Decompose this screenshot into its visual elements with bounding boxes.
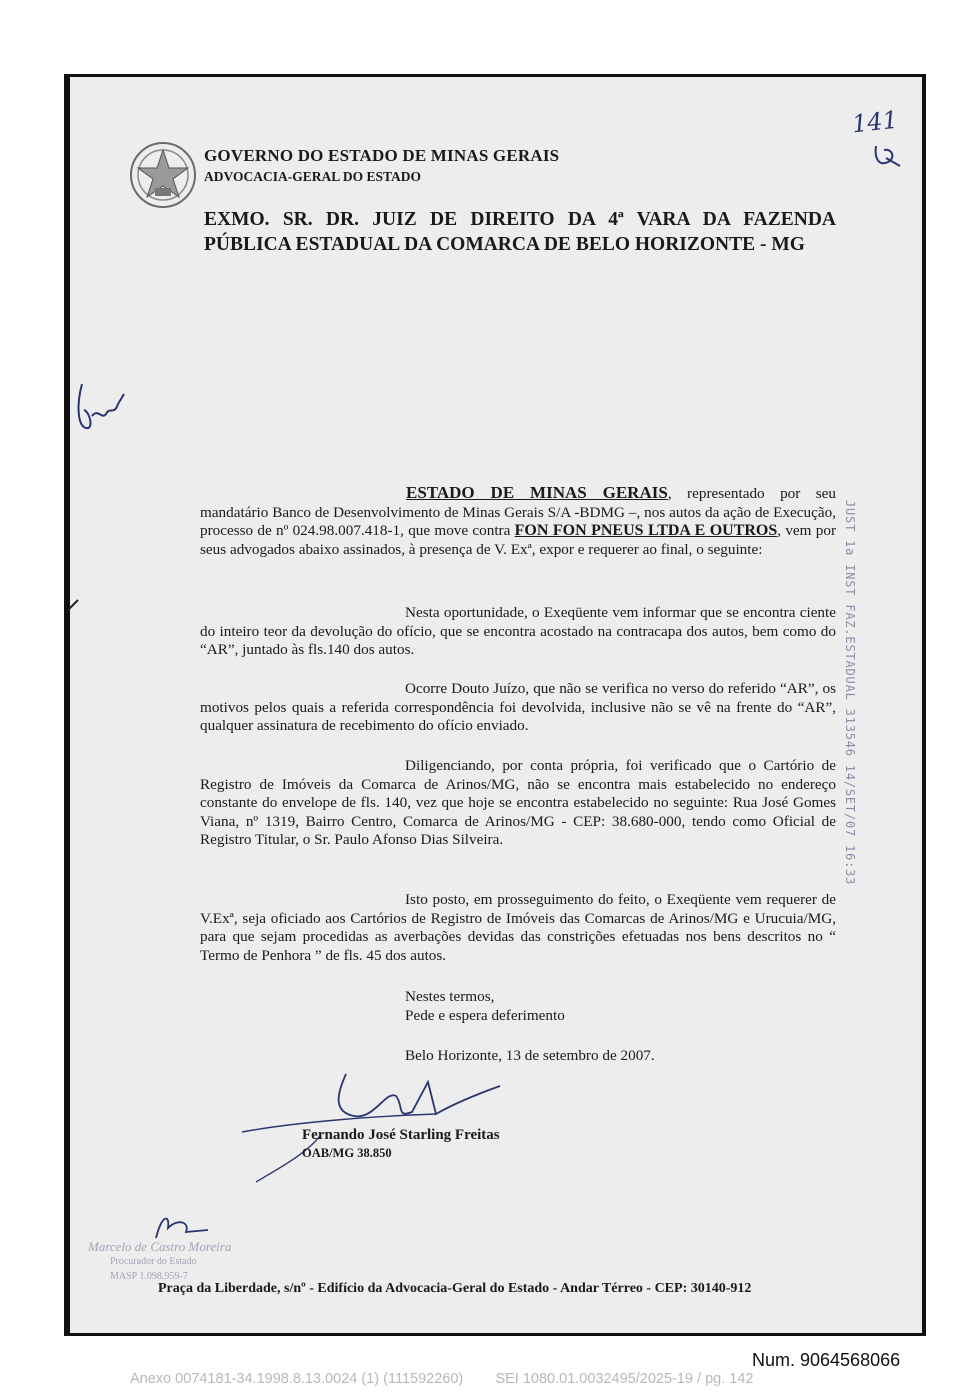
defendant-name: FON FON PNEUS LTDA E OUTROS <box>514 522 778 540</box>
addressee <box>204 207 836 257</box>
prosecutor-stamp <box>88 1239 231 1284</box>
government-name: GOVERNO DO ESTADO DE MINAS GERAIS <box>204 146 560 165</box>
intro-text-b: , vem por seus advogados abaixo assinados, à presença de V. Exª, expor e requerer ao final, o seguinte: <box>200 522 836 558</box>
addressee-line-2: PÚBLICA ESTADUAL DA COMARCA DE BELO HORIZONTE - MG <box>204 234 805 255</box>
signatory-name: Fernando José Starling Freitas <box>302 1127 500 1143</box>
paragraph-request: Isto posto, em prosseguimento do feito, o Exeqüente vem requerer de V.Exª, seja oficiado aos Cartórios de Registro de Imóveis das Comarcas de Arinos/MG e Urucuia/MG, para que sejam procedidas as averbações devidas das constrições efetuadas nos bens descritos no “ Termo de Penhora ” de fls. 45 dos autos. <box>200 891 836 964</box>
annex-reference: Anexo 0074181-34.1998.8.13.0024 (1) (111592260) SEI 1080.01.0032495/2025-19 / pg. 142 <box>130 1371 754 1387</box>
coat-of-arms-icon <box>128 140 198 210</box>
prosecutor-masp: MASP 1.098.959-7 <box>110 1271 188 1282</box>
intro-text-a: , representado por seu mandatário Banco de Desenvolvimento de Minas Gerais S/A -BDMG –, nos autos da ação de Execução, processo de nº 024.98.007.418-1, que move contra <box>200 485 837 540</box>
signatory-oab: OAB/MG 38.850 <box>302 1146 392 1160</box>
paragraph-ar: Ocorre Douto Juízo, que não se verifica no verso do referido “AR”, os motivos pelos quais a referida correspondência foi devolvida, inclusive não se vê na frente do “AR”, qualquer assinatura de recebimento do ofício enviado. <box>200 680 836 735</box>
paragraph-notice: Nesta oportunidade, o Exeqüente vem informar que se encontra ciente do inteiro teor da devolução do ofício, que se encontra acostado na contracapa dos autos, bem como do “AR”, juntado às fls.140 dos autos. <box>200 604 836 659</box>
court-receipt-stamp: JUST 1a INST FAZ.ESTADUAL 313546 14/SET/07 16:33 <box>843 500 857 886</box>
page-number: Num. 9064568066 <box>752 1350 901 1370</box>
margin-tick-icon <box>64 596 84 616</box>
handwritten-margin-note-icon <box>70 376 130 436</box>
closing-line-1: Nestes termos, <box>405 988 495 1005</box>
place-date: Belo Horizonte, 13 de setembro de 2007. <box>405 1047 655 1064</box>
paragraph-intro <box>200 484 836 559</box>
closing-line-2: Pede e espera deferimento <box>405 1007 565 1024</box>
signature-icon <box>236 1066 516 1186</box>
folio-mark: 141 <box>850 105 900 139</box>
footer-address: Praça da Liberdade, s/nº - Edifício da Advocacia-Geral do Estado - Andar Térreo - CEP: 30140-912 <box>158 1281 752 1296</box>
paragraph-registry: Diligenciando, por conta própria, foi verificado que o Cartório de Registro de Imóveis da Comarca de Arinos/MG, não se encontra mais estabelecido no endereço constante do envelope de fls. 140, vez que hoje se encontra estabelecido no seguinte: Rua José Gomes Viana, nº 1319, Bairro Centro, Comarca de Arinos/MG - CEP: 38.680-000, tendo como Oficial de Registro Titular, o Sr. Paulo Afonso Dias Silveira. <box>200 757 836 849</box>
prosecutor-name: Marcelo de Castro Moreira <box>88 1239 232 1254</box>
department-name: ADVOCACIA-GERAL DO ESTADO <box>204 169 422 184</box>
party-name: ESTADO DE MINAS GERAIS <box>406 483 668 502</box>
prosecutor-role: Procurador do Estado <box>110 1256 197 1267</box>
addressee-line-1: EXMO. SR. DR. JUIZ DE DIREITO DA 4ª VARA DA FAZENDA <box>204 209 836 230</box>
initials-scribble-icon <box>870 140 906 170</box>
